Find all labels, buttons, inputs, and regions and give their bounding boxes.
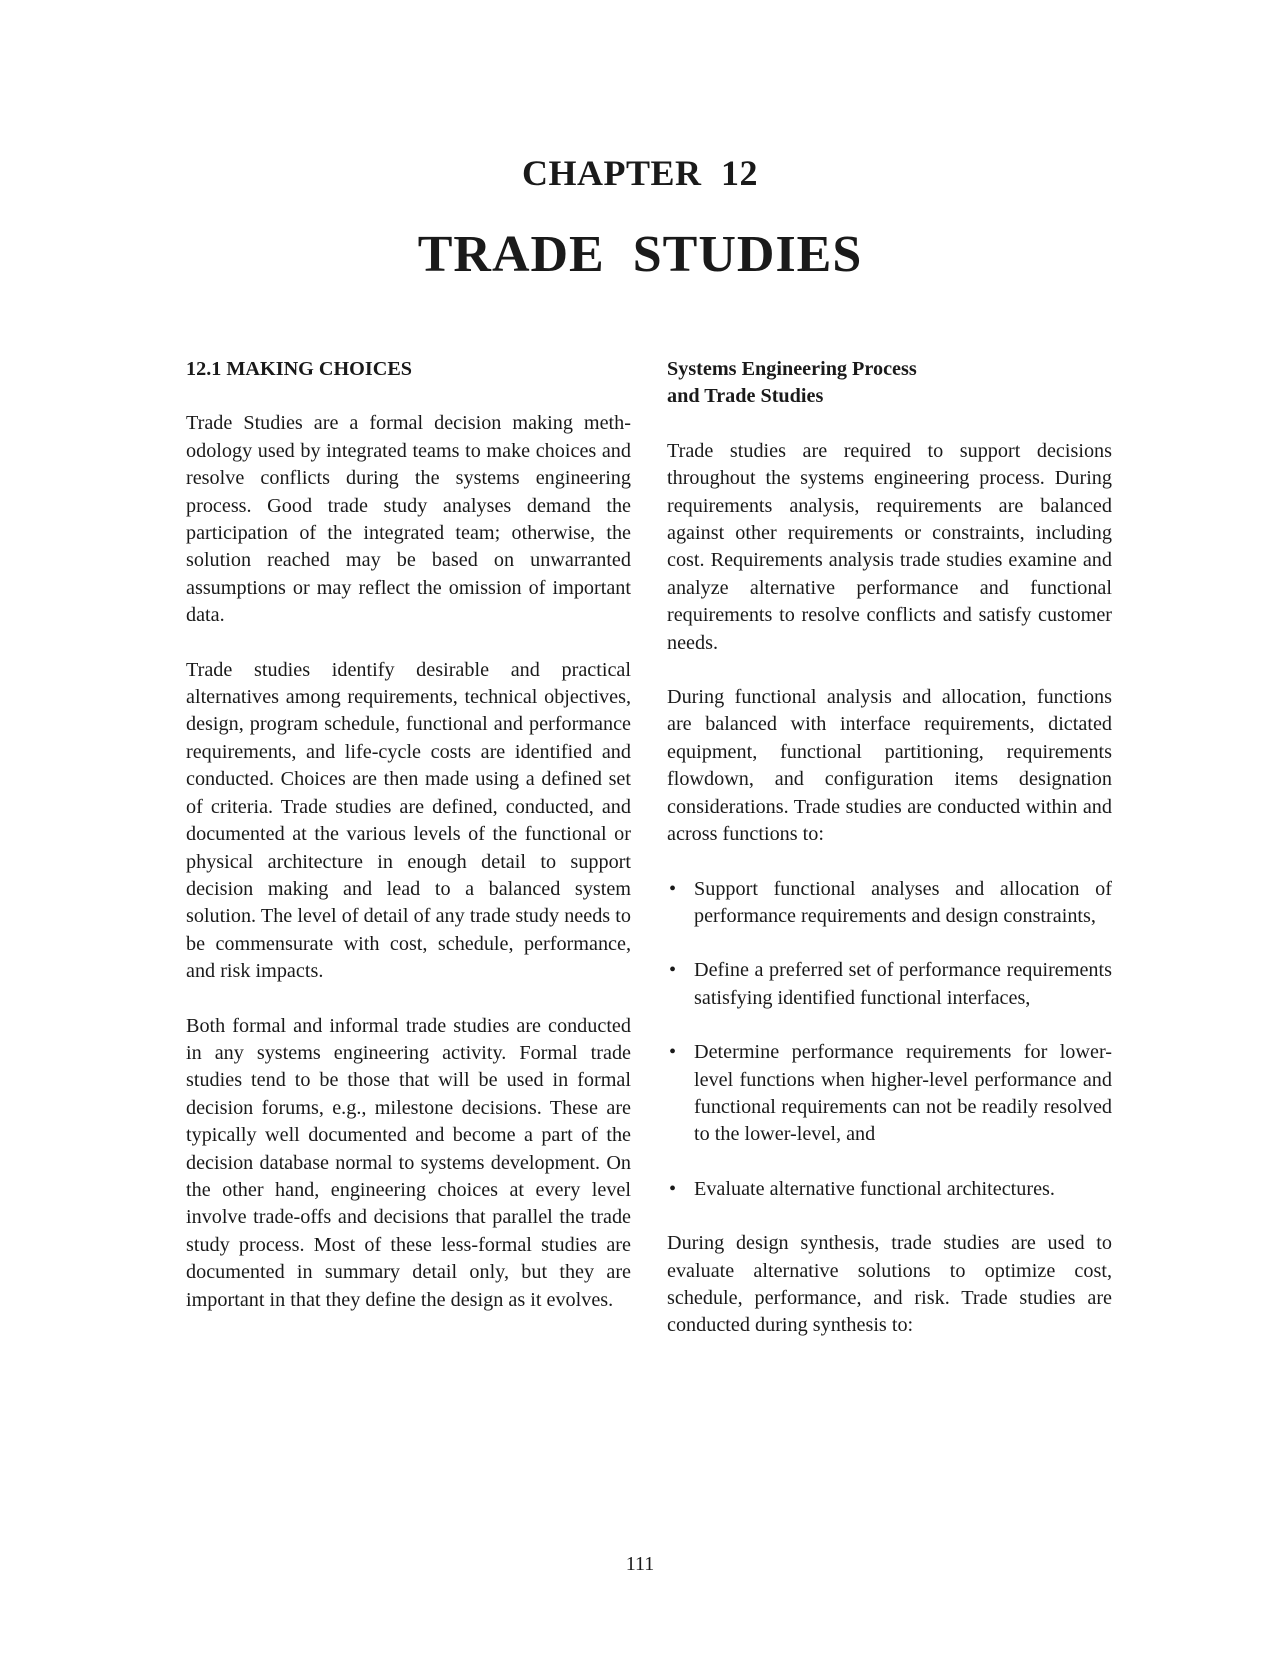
paragraph: Trade studies identify desirable and practical alternatives among requirements, technical objectives, design, program schedule, functional and performance requirements, and life-cycle costs are identified and conducted. Choices are then made using a defined set of criteria. Trade studies are defined, conducted, and documented at the various levels of the functional or physical architecture in enough detail to support decision making and lead to a balanced system solution. The level of detail of any trade study needs to be commensurate with cost, schedule, performance, and risk impacts. (186, 658, 631, 983)
list-item-text: Define a preferred set of performance requirements satisfying identified functional interfaces, (694, 959, 1112, 1009)
bullet-icon: • (669, 1177, 677, 1200)
bullet-list (667, 876, 1112, 1204)
list-item (667, 876, 1112, 931)
list-item-text: Evaluate alternative functional architectures. (694, 1177, 1055, 1200)
bullet-icon: • (669, 1041, 677, 1064)
list-item (667, 1176, 1112, 1203)
subsection-heading-line-1: Systems Engineering Process (667, 358, 917, 380)
section-heading: 12.1 MAKING CHOICES (186, 358, 413, 380)
subsection-heading (667, 356, 1112, 411)
paragraph: Trade Studies are a formal decision making methodology used by integrated teams to make choices and resolve conflicts during the systems engineering process. Good trade study analyses demand the participation of the integrated team; otherwise, the solution reached may be based on unwarranted assumptions or may reflect the omission of important data. (186, 412, 631, 627)
right-column (667, 356, 1112, 1367)
bullet-icon: • (669, 959, 677, 982)
list-item-text: Determine performance requirements for lower-level functions when higher-level performance and functional requirements can not be readily resolved to the lower-level, and (694, 1041, 1112, 1146)
list-item (667, 1039, 1112, 1149)
chapter-title: TRADE STUDIES (417, 226, 863, 283)
list-item-text: Support functional analyses and allocation of performance requirements and design constraints, (694, 877, 1112, 927)
list-item (667, 957, 1112, 1012)
page-number: 111 (625, 1553, 655, 1575)
paragraph: Trade studies are required to support decisions throughout the systems engineering process. During requirements analysis, requirements are balanced against other requirements or constraints, including cost. Requirements analysis trade studies examine and analyze alternative performance and functional requirements to resolve conflicts and satisfy customer needs. (667, 439, 1112, 654)
paragraph: Both formal and informal trade studies are conducted in any systems engineering activity. Formal trade studies tend to be those that will be used in formal decision forums, e.g., milestone decisions. These are typically well documented and become a part of the decision database normal to systems development. On the other hand, engineering choices at every level involve trade-offs and decisions that parallel the trade study process. Most of these less-formal studies are documented in summary detail only, but they are important in that they define the design as it evolves. (186, 1014, 631, 1311)
paragraph: During functional analysis and allocation, functions are balanced with interface requirements, dictated equipment, functional partitioning, requirements flowdown, and configuration items designation considerations. Trade studies are conducted within and across functions to: (667, 686, 1112, 846)
bullet-icon: • (669, 877, 677, 900)
subsection-heading-line-2: and Trade Studies (667, 385, 824, 408)
paragraph: During design synthesis, trade studies are used to evaluate alternative solutions to optimize cost, schedule, performance, and risk. Trade studies are conducted during synthesis to: (667, 1232, 1112, 1337)
chapter-label: CHAPTER 12 (521, 153, 758, 193)
left-column (186, 356, 631, 1341)
